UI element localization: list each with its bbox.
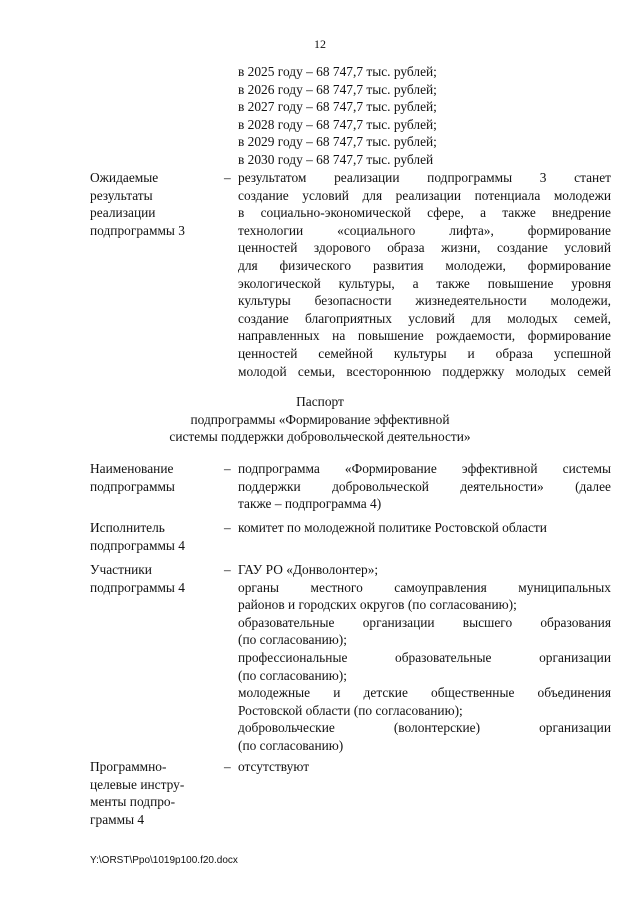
- passport-heading: [0, 393, 640, 446]
- participants-text: ГАУ РО «Донволонтер»; органы местного самоуправления муниципальных районов и городских округов (по согласованию); образовательные организации высшего образования (по согласованию); профессиональные образовательные организации (по согласованию); молодежные и детские общественные объединения Ростовской области (по согласованию); добровольческие (волонтерские) организации (по согласованию): [238, 562, 611, 753]
- budget-line-2030: в 2030 году – 68 747,7 тыс. рублей: [238, 151, 434, 167]
- passport-title: Паспорт: [296, 394, 344, 409]
- budget-line-2028: в 2028 году – 68 747,7 тыс. рублей;: [238, 116, 437, 132]
- expected-results-text: результатом реализации подпрограммы 3 станет создание условий для реализации потенциала молодежи в социально-экономической сфере, а также внедрение технологии «социального лифта», формирование ценностей здорового образа жизни, создание условий для физического развития молодежи, формирование экологической культуры, а также повышение уровня культуры безопасности жизнедеятельности молодежи, создание благоприятных условий для молодых семей, направленных на повышение рождаемости, формирование ценностей семейной культуры и образа успешной молодой семьи, всестороннюю поддержку молодых семей: [238, 170, 611, 379]
- passport-subtitle-line-2: системы поддержки добровольческой деятельности»: [169, 429, 471, 445]
- page-number: 12: [314, 37, 326, 51]
- row-dash: –: [224, 759, 231, 774]
- name-text: подпрограмма «Формирование эффективной системы поддержки добровольческой деятельности» (далее также – подпрограмма 4): [238, 461, 611, 512]
- budget-by-year: [238, 63, 437, 169]
- row-dash: –: [224, 170, 231, 185]
- executor-text: комитет по молодежной политике Ростовской области: [238, 520, 547, 535]
- budget-line-2027: в 2027 году – 68 747,7 тыс. рублей;: [238, 99, 437, 115]
- passport-subtitle-line-1: подпрограммы «Формирование эффективной: [190, 411, 450, 427]
- budget-line-2029: в 2029 году – 68 747,7 тыс. рублей;: [238, 134, 437, 150]
- budget-line-2025: в 2025 году – 68 747,7 тыс. рублей;: [238, 64, 437, 79]
- row-dash: –: [224, 520, 231, 535]
- participants-label: Участники подпрограммы 4: [90, 562, 185, 595]
- executor-label: Исполнитель подпрограммы 4: [90, 520, 185, 553]
- instruments-text: отсутствуют: [238, 759, 310, 774]
- budget-line-2026: в 2026 году – 68 747,7 тыс. рублей;: [238, 81, 437, 97]
- file-path-footer: Y:\ORST\Ppo\1019p100.f20.docx: [90, 855, 238, 866]
- row-dash: –: [224, 461, 231, 476]
- row-dash: –: [224, 562, 231, 577]
- expected-results-label: Ожидаемые результаты реализации подпрограммы 3: [90, 170, 185, 238]
- name-label: Наименование подпрограммы: [90, 461, 175, 494]
- instruments-label: Программно- целевые инстру- менты подпро- граммы 4: [90, 759, 185, 827]
